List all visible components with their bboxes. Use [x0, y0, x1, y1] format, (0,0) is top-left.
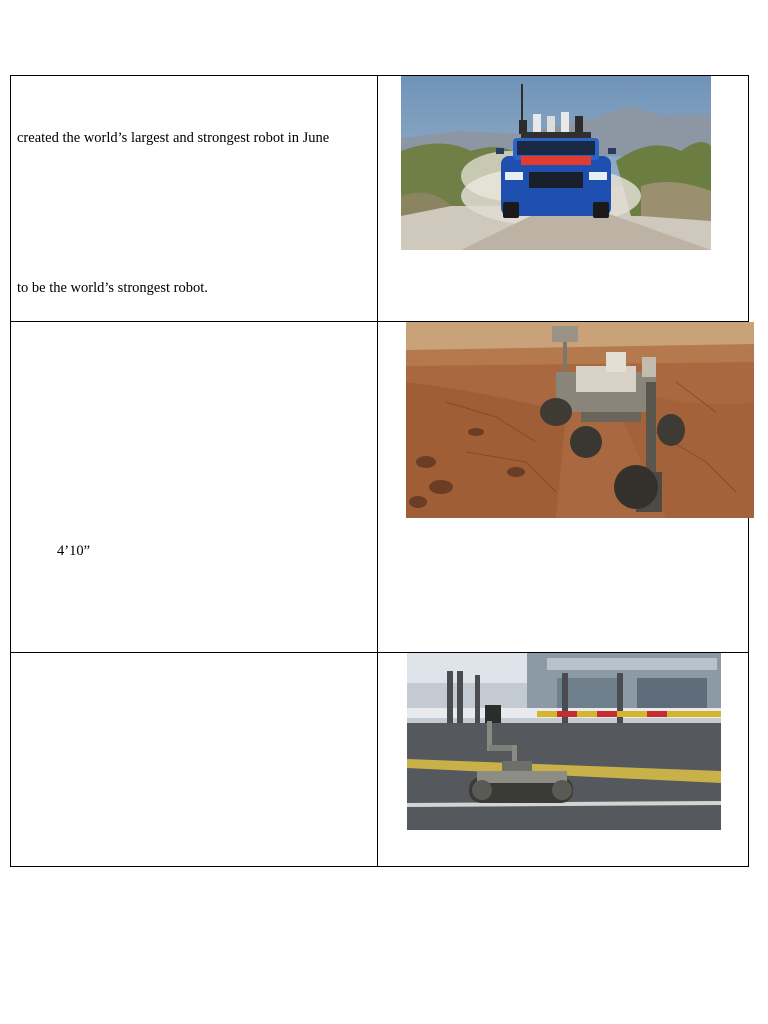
table-row: [11, 652, 749, 866]
table-cell-image: [378, 76, 749, 322]
table-cell-text: [11, 322, 378, 652]
table-row: [11, 322, 749, 652]
row2-text-height: 4’10”: [57, 543, 91, 560]
row1-text-line1: created the world’s largest and strongest robot in June: [17, 130, 330, 146]
photo-tracked-robot-on-deck: [407, 653, 721, 830]
photo-mars-rover-selfie: [406, 322, 754, 518]
photo-blue-robotic-suv-desert: [401, 76, 711, 250]
row1-text-line2: to be the world’s strongest robot.: [17, 280, 208, 296]
table-cell-text: [11, 652, 378, 866]
table-cell-image: [378, 322, 749, 652]
robot-table: [10, 75, 749, 867]
table-cell-text: [11, 76, 378, 322]
table-cell-image: [378, 652, 749, 866]
table-row: [11, 76, 749, 322]
